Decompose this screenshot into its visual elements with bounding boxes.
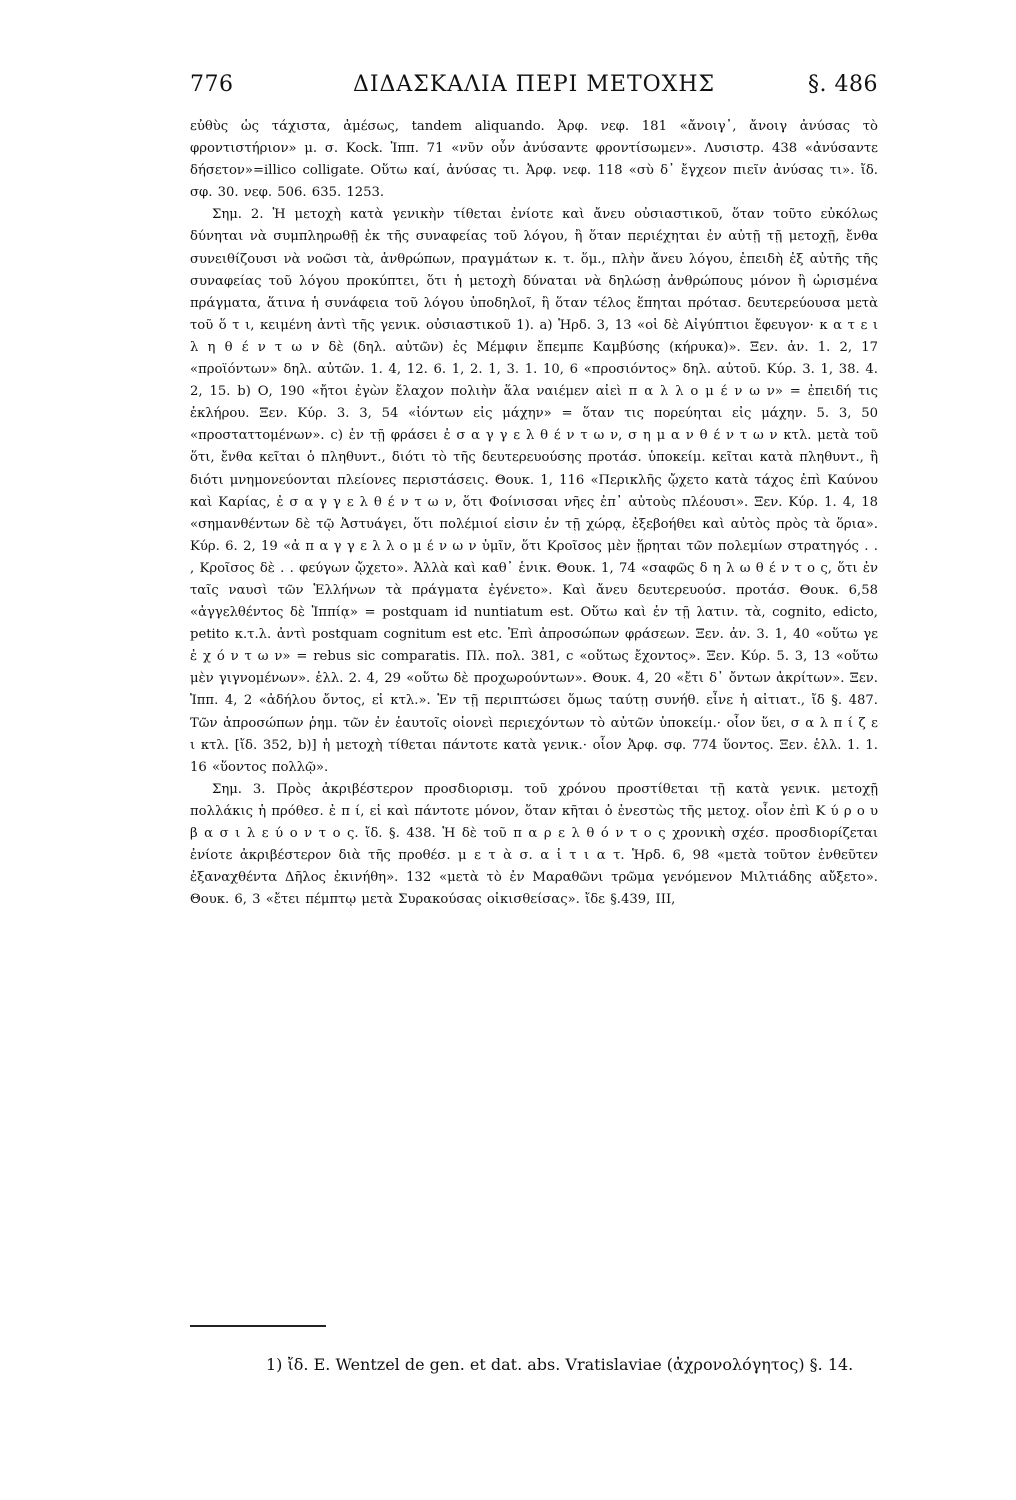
paragraph-note-3: Σημ. 3. Πρὸς ἀκριβέστερον προσδιορισμ. τοῦ χρόνου προστίθεται τῇ κατὰ γενικ. μετοχῇ πολλάκις ἡ πρόθεσ. ἐ π ί, εἰ καὶ πάντοτε μόνον, ὅταν κῆται ὁ ἐνεστὼς τῆς μετοχ. οἷον ἐπὶ Κ ύ ρ ο υ β α σ ι λ ε ύ ο ν τ ο ς. ἴδ. §. 438. Ἡ δὲ τοῦ π α ρ ε λ θ ό ν τ ο ς χρονικὴ σχέσ. προσδιορίζεται ἐνίοτε ἀκριβέστερον διὰ τῆς προθέσ. μ ε τ ὰ σ. α ἰ τ ι α τ. Ἡρδ. 6, 98 «μετὰ τοῦτον ἐνθεῦτεν ἐξαναχθέντα Δῆλος ἐκινήθη». 132 «μετὰ τὸ ἐν Μαραθῶνι τρῶμα γενόμενον Μιλτιάδης αὔξετο». Θουκ. 6, 3 «ἔτει πέμπτῳ μετὰ Συρακούσας οἰκισθείσας». ἴδε §.439, III, [190,781,878,908]
main-text [190,116,878,911]
paragraph-note-2: Σημ. 2. Ἡ μετοχὴ κατὰ γενικὴν τίθεται ἐνίοτε καὶ ἄνευ οὐσιαστικοῦ, ὅταν τοῦτο εὐκόλως δύνηται νὰ συμπληρωθῇ ἐκ τῆς συναφείας τοῦ λόγου, ἢ ὅταν περιέχηται ἐν αὐτῇ τῇ μετοχῇ, ἔνθα συνειθίζουσι νὰ νοῶσι τὰ, ἀνθρώπων, πραγμάτων κ. τ. ὅμ., πλὴν ἄνευ λόγου, ἐπειδὴ ἐξ αὐτῆς τῆς συναφείας τοῦ λόγου προκύπτει, ὅτι ἡ μετοχὴ δύναται νὰ δηλώσῃ ἀνθρώπους μόνον ἢ ὡρισμένα πράγματα, ἅτινα ἡ συνάφεια τοῦ λόγου ὑποδηλοῖ, ἢ ὅταν τέλος ἕπηται πρότασ. δευτερεύουσα μετὰ τοῦ ὅ τ ι, κειμένη ἀντὶ τῆς γενικ. οὐσιαστικοῦ 1). a) Ἡρδ. 3, 13 «οἱ δὲ Αἰγύπτιοι ἔφευγον· κ α τ ε ι λ η θ έ ν τ ω ν δὲ (δηλ. αὐτῶν) ἐς Μέμφιν ἔπεμπε Καμβύσης (κήρυκα)». Ξεν. ἀν. 1. 2, 17 «προϊόντων» δηλ. αὐτῶν. 1. 4, 12. 6. 1, 2. 1, 3. 1. 10, 6 «προσιόντος» δηλ. αὐτοῦ. Κύρ. 3. 1, 38. 4. 2, 15. b) Ο, 190 «ἤτοι ἐγὼν ἔλαχον πολιὴν ἅλα ναιέμεν αἰεὶ π α λ λ ο μ έ ν ω ν» = ἐπειδή τις ἐκλήρου. Ξεν. Κύρ. 3. 3, 54 «ἰόντων εἰς μάχην» = ὅταν τις πορεύηται εἰς μάχην. 5. 3, 50 «προσταττομένων». c) ἐν τῇ φράσει ἐ σ α γ γ ε λ θ έ ν τ ω ν, σ η μ α ν θ έ ν τ ω ν κτλ. μετὰ τοῦ ὅτι, ἔνθα κεῖται ὁ πληθυντ., διότι τὸ τῆς δευτερευούσης προτάσ. ὑποκείμ. κεῖται κατὰ πληθυντ., ἢ διότι μνημονεύονται πλείονες περιστάσεις. Θουκ. 1, 116 «Περικλῆς ᾤχετο κατὰ τάχος ἐπὶ Καύνου καὶ Καρίας, ἐ σ α γ γ ε λ θ έ ν τ ω ν, ὅτι Φοίνισσαι νῆες ἐπ᾽ αὐτοὺς πλέουσι». Ξεν. Κύρ. 1. 4, 18 «σημανθέντων δὲ τῷ Ἀστυάγει, ὅτι πολέμιοί εἰσιν ἐν τῇ χώρᾳ, ἐξεβοήθει καὶ αὐτὸς πρὸς τὰ ὅρια». Κύρ. 6. 2, 19 «ἀ π α γ γ ε λ λ ο μ έ ν ω ν ὑμῖν, ὅτι Κροῖσος μὲν ᾕρηται τῶν πολεμίων στρατηγός . . , Κροῖσος δὲ . . φεύγων ᾤχετο». Ἀλλὰ καὶ καθ᾽ ἑνικ. Θουκ. 1, 74 «σαφῶς δ η λ ω θ έ ν τ ο ς, ὅτι ἐν ταῖς ναυσὶ τῶν Ἑλλήνων τὰ πράγματα ἐγένετο». Καὶ ἄνευ δευτερευούσ. προτάσ. Θουκ. 6,58 «ἀγγελθέντος δὲ Ἱππίᾳ» = postquam id nuntiatum est. Οὕτω καὶ ἐν τῇ λατιν. τὰ, cognito, edicto, petito κ.τ.λ. ἀντὶ postquam cognitum est etc. Ἐπὶ ἀπροσώπων φράσεων. Ξεν. ἀν. 3. 1, 40 «οὕτω γε ἐ χ ό ν τ ω ν» = rebus sic comparatis. Πλ. πολ. 381, c «οὕτως ἔχοντος». Ξεν. Κύρ. 5. 3, 13 «οὕτω μὲν γιγνομένων». ἑλλ. 2. 4, 29 «οὕτω δὲ προχωρούντων». Θουκ. 4, 20 «ἔτι δ᾽ ὄντων ἀκρίτων». Ξεν. Ἱππ. 4, 2 «ἀδήλου ὄντος, εἰ κτλ.». Ἐν τῇ περιπτώσει ὅμως ταύτῃ συνήθ. εἶνε ἡ αἰτιατ., ἴδ §. 487. Τῶν ἀπροσώπων ῥημ. τῶν ἐν ἑαυτοῖς οἱονεὶ περιεχόντων τὸ αὐτῶν ὑποκείμ.· οἷον ὕει, σ α λ π ί ζ ε ι κτλ. [ἴδ. 352, b)] ἡ μετοχὴ τίθεται πάντοτε κατὰ γενικ.· οἷον Ἀρφ. σφ. 774 ὕοντος. Ξεν. ἑλλ. 1. 1. 16 «ὕοντος πολλῷ». [190,207,878,775]
footnote: 1) ἴδ. E. Wentzel de gen. et dat. abs. Vratislaviae (ἀχρονολόγητος) §. 14. [266,1355,854,1374]
paragraph-continuation: εὐθὺς ὡς τάχιστα, ἀμέσως, tandem aliquando. Ἀρφ. νεφ. 181 «ἄνοιγ᾽, ἄνοιγ ἀνύσας τὸ φροντιστήριον» μ. σ. Kock. Ἱππ. 71 «νῦν οὖν ἀνύσαντε φροντίσωμεν». Λυσιστρ. 438 «ἀνύσαντε δήσετον»=illico colligate. Οὕτω καί, ἀνύσας τι. Ἀρφ. νεφ. 118 «σὺ δ᾽ ἔγχεον πιεῖν ἀνύσας τι». ἴδ. σφ. 30. νεφ. 506. 635. 1253. [190,119,878,201]
section-number: §. 486 [808,72,878,97]
page-header [190,72,878,108]
page-number: 776 [190,72,234,97]
footnote-divider [190,1325,326,1327]
running-title: ΔΙΔΑΣΚΑΛΙΑ ΠΕΡΙ ΜΕΤΟΧΗΣ [352,72,716,97]
book-page [190,72,878,1452]
